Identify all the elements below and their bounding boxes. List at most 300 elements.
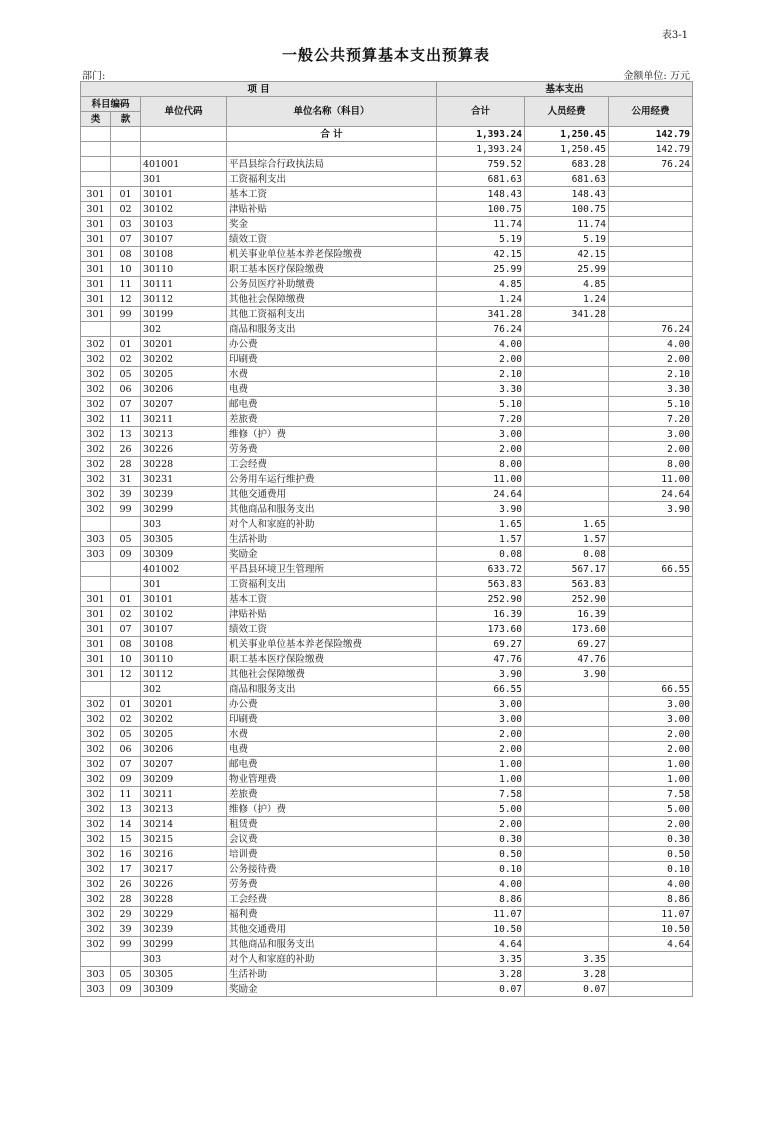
- personnel-cell: [525, 727, 609, 742]
- personnel-cell: [525, 487, 609, 502]
- unit-name-cell: 津贴补贴: [227, 607, 437, 622]
- unit-code-cell: 30305: [141, 967, 227, 982]
- class-cell: 302: [81, 832, 111, 847]
- table-row: [81, 442, 693, 457]
- public-cell: 0.50: [609, 847, 693, 862]
- section-cell: 12: [111, 667, 141, 682]
- unit-name-cell: 办公费: [227, 337, 437, 352]
- personnel-cell: [525, 787, 609, 802]
- unit-code-cell: 30207: [141, 397, 227, 412]
- unit-name-cell: 印刷费: [227, 712, 437, 727]
- class-cell: 301: [81, 187, 111, 202]
- table-row: [81, 472, 693, 487]
- section-cell: 03: [111, 217, 141, 232]
- unit-code-cell: 30207: [141, 757, 227, 772]
- section-cell: 11: [111, 277, 141, 292]
- class-cell: 302: [81, 712, 111, 727]
- table-row: [81, 862, 693, 877]
- total-cell: 0.07: [437, 982, 525, 997]
- section-cell: 13: [111, 802, 141, 817]
- unit-name-cell: 商品和服务支出: [227, 322, 437, 337]
- class-cell: 303: [81, 532, 111, 547]
- unit-code-cell: 30102: [141, 202, 227, 217]
- unit-code-cell: 303: [141, 517, 227, 532]
- total-cell: 24.64: [437, 487, 525, 502]
- table-row: [81, 532, 693, 547]
- section-cell: 12: [111, 292, 141, 307]
- unit-name-cell: 差旅费: [227, 412, 437, 427]
- class-cell: 302: [81, 937, 111, 952]
- class-cell: 301: [81, 307, 111, 322]
- class-cell: 302: [81, 907, 111, 922]
- unit-code-cell: 30201: [141, 697, 227, 712]
- personnel-cell: 16.39: [525, 607, 609, 622]
- personnel-cell: 3.90: [525, 667, 609, 682]
- unit-name-cell: 对个人和家庭的补助: [227, 952, 437, 967]
- class-cell: [81, 142, 111, 157]
- class-cell: 301: [81, 232, 111, 247]
- public-cell: 3.00: [609, 712, 693, 727]
- personnel-cell: 567.17: [525, 562, 609, 577]
- class-cell: 302: [81, 457, 111, 472]
- grand-total-personnel: 1,250.45: [525, 127, 609, 142]
- table-row: [81, 577, 693, 592]
- total-cell: 4.85: [437, 277, 525, 292]
- class-cell: 301: [81, 607, 111, 622]
- public-cell: 10.50: [609, 922, 693, 937]
- class-cell: [81, 562, 111, 577]
- class-cell: [81, 172, 111, 187]
- unit-code-cell: 30229: [141, 907, 227, 922]
- section-cell: [111, 517, 141, 532]
- table-row: [81, 562, 693, 577]
- header-row-1: [81, 82, 693, 97]
- personnel-cell: [525, 862, 609, 877]
- unit-code-cell: 30309: [141, 982, 227, 997]
- public-cell: [609, 577, 693, 592]
- class-cell: 302: [81, 847, 111, 862]
- table-row: [81, 187, 693, 202]
- unit-name-cell: 培训费: [227, 847, 437, 862]
- total-cell: 0.08: [437, 547, 525, 562]
- personnel-cell: 42.15: [525, 247, 609, 262]
- unit-code-cell: 30209: [141, 772, 227, 787]
- class-cell: 302: [81, 787, 111, 802]
- public-cell: 5.10: [609, 397, 693, 412]
- table-row: [81, 457, 693, 472]
- section-cell: 07: [111, 232, 141, 247]
- section-cell: 01: [111, 592, 141, 607]
- section-cell: 02: [111, 202, 141, 217]
- class-cell: 302: [81, 487, 111, 502]
- total-cell: 3.00: [437, 697, 525, 712]
- class-cell: 303: [81, 982, 111, 997]
- unit-name-cell: 劳务费: [227, 877, 437, 892]
- personnel-cell: 173.60: [525, 622, 609, 637]
- class-cell: 302: [81, 817, 111, 832]
- section-cell: 01: [111, 697, 141, 712]
- class-cell: 301: [81, 622, 111, 637]
- section-cell: 02: [111, 352, 141, 367]
- personnel-cell: [525, 877, 609, 892]
- unit-code-cell: 30216: [141, 847, 227, 862]
- unit-name-cell: 维修（护）费: [227, 427, 437, 442]
- unit-name-cell: 其他商品和服务支出: [227, 502, 437, 517]
- unit-code-cell: 30239: [141, 487, 227, 502]
- total-cell: 2.00: [437, 442, 525, 457]
- unit-code-cell: 401002: [141, 562, 227, 577]
- class-cell: 302: [81, 397, 111, 412]
- public-cell: 2.10: [609, 367, 693, 382]
- total-cell: 3.28: [437, 967, 525, 982]
- section-cell: 26: [111, 442, 141, 457]
- class-cell: 301: [81, 292, 111, 307]
- public-cell: [609, 952, 693, 967]
- unit-code-cell: 30213: [141, 427, 227, 442]
- table-row: [81, 952, 693, 967]
- personnel-cell: 5.19: [525, 232, 609, 247]
- total-cell: 3.00: [437, 427, 525, 442]
- section-cell: 99: [111, 502, 141, 517]
- total-class-cell: [81, 127, 111, 142]
- unit-code-cell: 30102: [141, 607, 227, 622]
- unit-code-cell: 303: [141, 952, 227, 967]
- section-cell: 06: [111, 382, 141, 397]
- personnel-cell: [525, 457, 609, 472]
- unit-code-cell: 30101: [141, 592, 227, 607]
- public-cell: 5.00: [609, 802, 693, 817]
- unit-name-cell: 工会经费: [227, 457, 437, 472]
- total-cell: 252.90: [437, 592, 525, 607]
- unit-code-cell: 30103: [141, 217, 227, 232]
- unit-name-cell: 劳务费: [227, 442, 437, 457]
- table-row: [81, 817, 693, 832]
- section-cell: 05: [111, 967, 141, 982]
- budget-table: [80, 81, 693, 997]
- unit-name-cell: 差旅费: [227, 787, 437, 802]
- table-row: [81, 487, 693, 502]
- total-cell: 2.10: [437, 367, 525, 382]
- section-cell: 09: [111, 982, 141, 997]
- personnel-cell: 0.07: [525, 982, 609, 997]
- public-cell: 2.00: [609, 817, 693, 832]
- unit-code-cell: 30309: [141, 547, 227, 562]
- unit-code-cell: 302: [141, 682, 227, 697]
- public-cell: [609, 592, 693, 607]
- unit-name-cell: 奖励金: [227, 982, 437, 997]
- unit-name-cell: 办公费: [227, 697, 437, 712]
- public-cell: [609, 967, 693, 982]
- unit-code-cell: 30231: [141, 472, 227, 487]
- unit-code-cell: 30228: [141, 457, 227, 472]
- personnel-cell: 47.76: [525, 652, 609, 667]
- unit-code-cell: 302: [141, 322, 227, 337]
- unit-name-cell: 其他商品和服务支出: [227, 937, 437, 952]
- public-cell: 7.20: [609, 412, 693, 427]
- unit-code-cell: 30101: [141, 187, 227, 202]
- table-row: [81, 202, 693, 217]
- table-row: [81, 142, 693, 157]
- unit-code-cell: 30205: [141, 367, 227, 382]
- table-row: [81, 592, 693, 607]
- personnel-header: 人员经费: [525, 97, 609, 127]
- unit-code-cell: 30202: [141, 712, 227, 727]
- personnel-cell: 3.35: [525, 952, 609, 967]
- total-cell: 11.00: [437, 472, 525, 487]
- page-title: 一般公共预算基本支出预算表: [281, 46, 490, 64]
- section-cell: 09: [111, 772, 141, 787]
- table-row: [81, 247, 693, 262]
- table-row: [81, 232, 693, 247]
- total-cell: 0.50: [437, 847, 525, 862]
- total-cell: 10.50: [437, 922, 525, 937]
- personnel-cell: [525, 472, 609, 487]
- total-cell: 2.00: [437, 742, 525, 757]
- public-cell: [609, 667, 693, 682]
- unit-code-cell: 30226: [141, 877, 227, 892]
- table-row: [81, 427, 693, 442]
- unit-name-cell: [227, 142, 437, 157]
- public-cell: 4.64: [609, 937, 693, 952]
- class-cell: 301: [81, 202, 111, 217]
- unit-name-cell: 职工基本医疗保险缴费: [227, 652, 437, 667]
- section-cell: 05: [111, 727, 141, 742]
- table-row: [81, 622, 693, 637]
- section-cell: 17: [111, 862, 141, 877]
- total-cell: 11.74: [437, 217, 525, 232]
- unit-code-cell: 30226: [141, 442, 227, 457]
- class-cell: 301: [81, 667, 111, 682]
- public-cell: [609, 262, 693, 277]
- personnel-cell: 69.27: [525, 637, 609, 652]
- section-cell: 10: [111, 652, 141, 667]
- class-cell: 302: [81, 502, 111, 517]
- section-cell: 01: [111, 187, 141, 202]
- unit-code-header: 单位代码: [141, 97, 227, 127]
- section-cell: 29: [111, 907, 141, 922]
- section-cell: 05: [111, 367, 141, 382]
- section-cell: [111, 322, 141, 337]
- section-cell: 28: [111, 457, 141, 472]
- total-section-cell: [111, 127, 141, 142]
- unit-name-cell: 其他社会保障缴费: [227, 667, 437, 682]
- section-cell: 05: [111, 532, 141, 547]
- class-cell: 302: [81, 742, 111, 757]
- table-row: [81, 982, 693, 997]
- public-cell: 142.79: [609, 142, 693, 157]
- public-cell: [609, 292, 693, 307]
- table-row: [81, 667, 693, 682]
- unit-code-cell: 30110: [141, 262, 227, 277]
- total-cell: 3.30: [437, 382, 525, 397]
- table-row: [81, 547, 693, 562]
- unit-name-cell: 公务用车运行维护费: [227, 472, 437, 487]
- section-cell: 99: [111, 937, 141, 952]
- total-cell: 8.00: [437, 457, 525, 472]
- public-cell: 0.10: [609, 862, 693, 877]
- public-cell: 76.24: [609, 322, 693, 337]
- total-cell: 5.19: [437, 232, 525, 247]
- unit-name-cell: 生活补助: [227, 532, 437, 547]
- unit-code-cell: 30110: [141, 652, 227, 667]
- total-cell: 4.00: [437, 337, 525, 352]
- class-cell: 301: [81, 262, 111, 277]
- public-cell: 4.00: [609, 337, 693, 352]
- personnel-cell: [525, 802, 609, 817]
- table-row: [81, 832, 693, 847]
- total-cell: 1,393.24: [437, 142, 525, 157]
- section-cell: 07: [111, 622, 141, 637]
- personnel-cell: [525, 682, 609, 697]
- total-cell: 1.24: [437, 292, 525, 307]
- class-cell: 301: [81, 592, 111, 607]
- table-row: [81, 517, 693, 532]
- public-cell: 66.55: [609, 562, 693, 577]
- total-cell: 3.90: [437, 502, 525, 517]
- total-cell: 3.35: [437, 952, 525, 967]
- section-cell: 02: [111, 607, 141, 622]
- total-cell: 341.28: [437, 307, 525, 322]
- header-row-2: [81, 97, 693, 112]
- unit-code-cell: 30228: [141, 892, 227, 907]
- personnel-cell: 25.99: [525, 262, 609, 277]
- table-row: [81, 292, 693, 307]
- unit-name-cell: 物业管理费: [227, 772, 437, 787]
- public-cell: [609, 247, 693, 262]
- personnel-cell: [525, 382, 609, 397]
- class-cell: 302: [81, 472, 111, 487]
- table-row: [81, 892, 693, 907]
- personnel-cell: 563.83: [525, 577, 609, 592]
- total-cell: 8.86: [437, 892, 525, 907]
- class-cell: 302: [81, 427, 111, 442]
- unit-name-cell: 水费: [227, 367, 437, 382]
- public-cell: 24.64: [609, 487, 693, 502]
- section-cell: 28: [111, 892, 141, 907]
- personnel-cell: [525, 502, 609, 517]
- total-cell: 69.27: [437, 637, 525, 652]
- public-cell: 2.00: [609, 727, 693, 742]
- unit-name-cell: 邮电费: [227, 757, 437, 772]
- unit-name-cell: 奖励金: [227, 547, 437, 562]
- table-row: [81, 412, 693, 427]
- class-header: 类: [81, 112, 111, 127]
- table-row: [81, 157, 693, 172]
- class-cell: 302: [81, 892, 111, 907]
- table-row: [81, 637, 693, 652]
- class-cell: 302: [81, 757, 111, 772]
- personnel-cell: 100.75: [525, 202, 609, 217]
- section-cell: 13: [111, 427, 141, 442]
- public-cell: 7.58: [609, 787, 693, 802]
- unit-name-cell: 机关事业单位基本养老保险缴费: [227, 247, 437, 262]
- unit-name-cell: 其他交通费用: [227, 922, 437, 937]
- unit-code-cell: 30239: [141, 922, 227, 937]
- project-header: 项 目: [81, 82, 437, 97]
- unit-name-cell: 其他社会保障缴费: [227, 292, 437, 307]
- unit-name-cell: 平昌县综合行政执法局: [227, 157, 437, 172]
- unit-name-cell: 工资福利支出: [227, 172, 437, 187]
- section-cell: [111, 172, 141, 187]
- table-row: [81, 712, 693, 727]
- total-cell: 633.72: [437, 562, 525, 577]
- class-cell: 301: [81, 247, 111, 262]
- table-row: [81, 172, 693, 187]
- unit-name-cell: 生活补助: [227, 967, 437, 982]
- public-cell: 2.00: [609, 442, 693, 457]
- table-row: [81, 607, 693, 622]
- personnel-cell: 681.63: [525, 172, 609, 187]
- personnel-cell: 341.28: [525, 307, 609, 322]
- unit-code-cell: 30201: [141, 337, 227, 352]
- class-cell: 302: [81, 697, 111, 712]
- section-cell: 02: [111, 712, 141, 727]
- unit-name-cell: 其他工资福利支出: [227, 307, 437, 322]
- section-cell: [111, 952, 141, 967]
- personnel-cell: [525, 847, 609, 862]
- public-cell: [609, 982, 693, 997]
- table-row: [81, 217, 693, 232]
- personnel-cell: 683.28: [525, 157, 609, 172]
- total-cell: 3.90: [437, 667, 525, 682]
- personnel-cell: [525, 922, 609, 937]
- personnel-cell: [525, 712, 609, 727]
- total-cell: 681.63: [437, 172, 525, 187]
- class-cell: 303: [81, 547, 111, 562]
- total-header: 合计: [437, 97, 525, 127]
- unit-code-cell: 30213: [141, 802, 227, 817]
- class-cell: [81, 682, 111, 697]
- total-cell: 25.99: [437, 262, 525, 277]
- unit-name-cell: 其他交通费用: [227, 487, 437, 502]
- total-cell: 7.58: [437, 787, 525, 802]
- total-cell: 0.30: [437, 832, 525, 847]
- unit-name-cell: 津贴补贴: [227, 202, 437, 217]
- public-cell: 76.24: [609, 157, 693, 172]
- section-cell: 01: [111, 337, 141, 352]
- unit-code-cell: 30202: [141, 352, 227, 367]
- unit-name-cell: 福利费: [227, 907, 437, 922]
- total-cell: 563.83: [437, 577, 525, 592]
- public-cell: [609, 187, 693, 202]
- public-cell: 1.00: [609, 757, 693, 772]
- total-cell: 4.00: [437, 877, 525, 892]
- total-cell: 2.00: [437, 817, 525, 832]
- grand-total-public: 142.79: [609, 127, 693, 142]
- class-cell: [81, 952, 111, 967]
- unit-code-cell: 30206: [141, 742, 227, 757]
- table-row: [81, 367, 693, 382]
- personnel-cell: 252.90: [525, 592, 609, 607]
- public-cell: [609, 547, 693, 562]
- class-cell: 301: [81, 652, 111, 667]
- unit-name-cell: 工会经费: [227, 892, 437, 907]
- unit-name-cell: 电费: [227, 742, 437, 757]
- total-cell: 173.60: [437, 622, 525, 637]
- total-cell: 1.00: [437, 757, 525, 772]
- total-cell: 7.20: [437, 412, 525, 427]
- unit-code-cell: 30299: [141, 502, 227, 517]
- unit-code-cell: 30206: [141, 382, 227, 397]
- public-cell: 2.00: [609, 742, 693, 757]
- class-cell: 303: [81, 967, 111, 982]
- class-cell: [81, 517, 111, 532]
- table-number: 表3-1: [661, 30, 688, 41]
- class-cell: 302: [81, 367, 111, 382]
- table-row: [81, 397, 693, 412]
- public-cell: [609, 277, 693, 292]
- table-row: [81, 907, 693, 922]
